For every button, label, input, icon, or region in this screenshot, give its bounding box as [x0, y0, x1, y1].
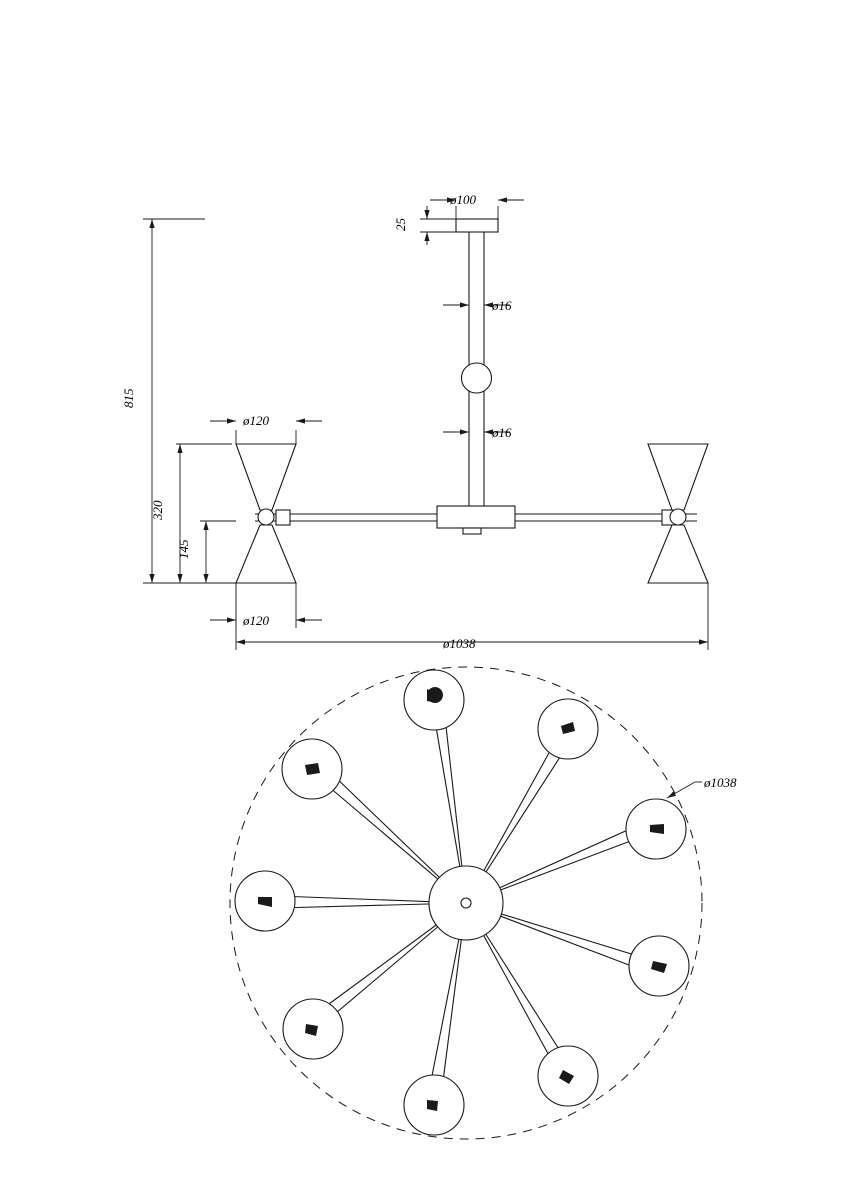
- lamp-head: [404, 1075, 464, 1135]
- lamp-head: [538, 699, 598, 759]
- dim-shade-lower-height: [200, 521, 236, 583]
- front-elevation-view: [236, 219, 708, 583]
- plan-center-hub: [429, 866, 503, 940]
- label-overall-width: ø1038: [443, 636, 476, 651]
- left-arm: [255, 510, 437, 525]
- label-shade-bottom-diameter: ø120: [243, 613, 269, 628]
- lamp-head: [404, 670, 464, 730]
- label-lower-rod-diameter: ø16: [492, 425, 512, 440]
- top-plan-view: [230, 667, 702, 1139]
- lamp-head: [538, 1046, 598, 1106]
- label-shade-top-diameter: ø120: [243, 413, 269, 428]
- dim-shade-height: [176, 444, 232, 583]
- dim-canopy-diameter: [430, 200, 524, 219]
- lamp-head: [235, 871, 295, 931]
- label-shade-height: 320: [150, 500, 165, 520]
- lamp-head: [283, 999, 343, 1059]
- center-hub: [437, 506, 515, 534]
- dim-total-height: [143, 219, 230, 583]
- sphere-joint: [462, 363, 492, 393]
- label-canopy-height: 25: [393, 218, 408, 231]
- label-plan-diameter: ø1038: [704, 775, 737, 790]
- label-shade-lower-height: 145: [176, 539, 191, 559]
- lower-rod: [469, 391, 484, 506]
- canopy: [456, 219, 498, 232]
- upper-rod: [469, 232, 484, 365]
- dim-canopy-height: [420, 206, 456, 245]
- dim-plan-diameter-leader: [667, 782, 702, 798]
- label-total-height: 815: [121, 388, 136, 408]
- dimension-lines-front: [143, 200, 708, 650]
- lamp-head: [626, 799, 686, 859]
- lamp-head: [282, 739, 342, 799]
- label-canopy-diameter: ø100: [450, 192, 476, 207]
- dimension-labels-plan: [703, 775, 737, 790]
- lamp-head: [629, 936, 689, 996]
- label-upper-rod-diameter: ø16: [492, 298, 512, 313]
